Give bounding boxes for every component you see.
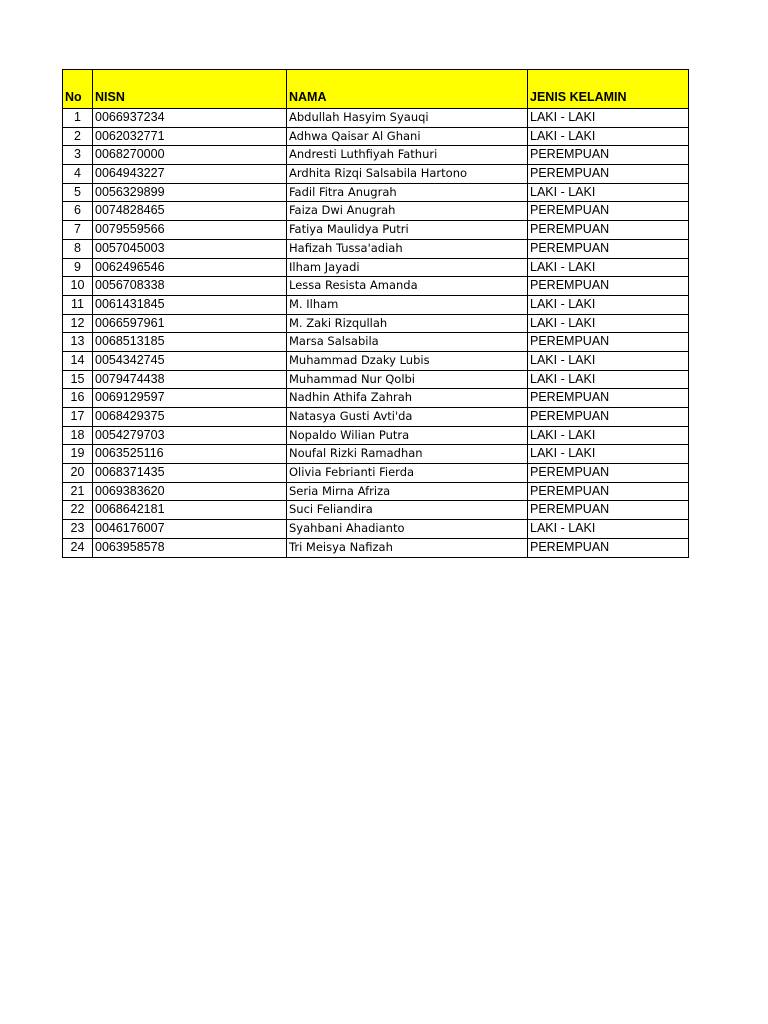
cell-nisn: 0068513185 (93, 333, 287, 352)
table-row (63, 277, 689, 296)
cell-nama: Hafizah Tussa'adiah (287, 239, 528, 258)
student-table (62, 69, 689, 558)
cell-nama: Faiza Dwi Anugrah (287, 202, 528, 221)
cell-jenis-kelamin: PEREMPUAN (528, 146, 689, 165)
cell-no: 21 (63, 482, 93, 501)
cell-nisn: 0063525116 (93, 445, 287, 464)
cell-nama: Muhammad Nur Qolbi (287, 370, 528, 389)
cell-nisn: 0062496546 (93, 258, 287, 277)
table-row (63, 258, 689, 277)
table-row (63, 464, 689, 483)
cell-jenis-kelamin: LAKI - LAKI (528, 109, 689, 128)
cell-no: 17 (63, 408, 93, 427)
cell-nisn: 0056708338 (93, 277, 287, 296)
cell-jenis-kelamin: PEREMPUAN (528, 482, 689, 501)
cell-no: 19 (63, 445, 93, 464)
table-row (63, 520, 689, 539)
cell-nama: Suci Feliandira (287, 501, 528, 520)
cell-no: 4 (63, 165, 93, 184)
cell-jenis-kelamin: LAKI - LAKI (528, 127, 689, 146)
cell-nisn: 0046176007 (93, 520, 287, 539)
cell-no: 6 (63, 202, 93, 221)
header-nama: NAMA (287, 70, 528, 109)
cell-nisn: 0056329899 (93, 183, 287, 202)
cell-nama: Ilham Jayadi (287, 258, 528, 277)
table-row (63, 426, 689, 445)
cell-jenis-kelamin: PEREMPUAN (528, 221, 689, 240)
cell-jenis-kelamin: PEREMPUAN (528, 389, 689, 408)
cell-no: 16 (63, 389, 93, 408)
cell-nama: Lessa Resista Amanda (287, 277, 528, 296)
cell-no: 7 (63, 221, 93, 240)
cell-no: 11 (63, 295, 93, 314)
cell-jenis-kelamin: LAKI - LAKI (528, 314, 689, 333)
cell-no: 18 (63, 426, 93, 445)
header-nisn: NISN (93, 70, 287, 109)
cell-no: 23 (63, 520, 93, 539)
cell-no: 2 (63, 127, 93, 146)
cell-jenis-kelamin: PEREMPUAN (528, 408, 689, 427)
table-row (63, 221, 689, 240)
cell-no: 14 (63, 351, 93, 370)
cell-nama: Fadil Fitra Anugrah (287, 183, 528, 202)
table-row (63, 109, 689, 128)
cell-nama: Olivia Febrianti Fierda (287, 464, 528, 483)
table-row (63, 146, 689, 165)
cell-nama: Abdullah Hasyim Syauqi (287, 109, 528, 128)
cell-jenis-kelamin: LAKI - LAKI (528, 426, 689, 445)
cell-jenis-kelamin: PEREMPUAN (528, 202, 689, 221)
cell-nama: Andresti Luthfiyah Fathuri (287, 146, 528, 165)
cell-nisn: 0066937234 (93, 109, 287, 128)
cell-nama: Noufal Rizki Ramadhan (287, 445, 528, 464)
cell-nisn: 0064943227 (93, 165, 287, 184)
cell-nama: Seria Mirna Afriza (287, 482, 528, 501)
cell-jenis-kelamin: PEREMPUAN (528, 239, 689, 258)
cell-no: 8 (63, 239, 93, 258)
cell-nama: Muhammad Dzaky Lubis (287, 351, 528, 370)
cell-no: 20 (63, 464, 93, 483)
table-row (63, 314, 689, 333)
cell-jenis-kelamin: LAKI - LAKI (528, 520, 689, 539)
table-row (63, 389, 689, 408)
cell-nama: Nadhin Athifa Zahrah (287, 389, 528, 408)
cell-nisn: 0068642181 (93, 501, 287, 520)
cell-nama: Marsa Salsabila (287, 333, 528, 352)
cell-jenis-kelamin: LAKI - LAKI (528, 351, 689, 370)
cell-nama: Syahbani Ahadianto (287, 520, 528, 539)
table-row (63, 165, 689, 184)
cell-nisn: 0079474438 (93, 370, 287, 389)
cell-nama: M. Zaki Rizqullah (287, 314, 528, 333)
cell-no: 3 (63, 146, 93, 165)
cell-nisn: 0068429375 (93, 408, 287, 427)
cell-jenis-kelamin: PEREMPUAN (528, 165, 689, 184)
cell-no: 5 (63, 183, 93, 202)
cell-jenis-kelamin: LAKI - LAKI (528, 183, 689, 202)
cell-nama: Nopaldo Wilian Putra (287, 426, 528, 445)
header-row (63, 70, 689, 109)
table-row (63, 127, 689, 146)
table-row (63, 408, 689, 427)
table-row (63, 538, 689, 557)
cell-no: 15 (63, 370, 93, 389)
cell-jenis-kelamin: LAKI - LAKI (528, 258, 689, 277)
cell-no: 9 (63, 258, 93, 277)
cell-jenis-kelamin: LAKI - LAKI (528, 295, 689, 314)
cell-nama: Natasya Gusti Avti'da (287, 408, 528, 427)
table-row (63, 333, 689, 352)
cell-nama: M. Ilham (287, 295, 528, 314)
cell-no: 1 (63, 109, 93, 128)
cell-nisn: 0079559566 (93, 221, 287, 240)
header-no: No (63, 70, 93, 109)
table-row (63, 295, 689, 314)
cell-nisn: 0063958578 (93, 538, 287, 557)
cell-jenis-kelamin: PEREMPUAN (528, 538, 689, 557)
cell-nisn: 0068270000 (93, 146, 287, 165)
cell-nisn: 0074828465 (93, 202, 287, 221)
cell-nama: Ardhita Rizqi Salsabila Hartono (287, 165, 528, 184)
table-row (63, 351, 689, 370)
cell-nama: Tri Meisya Nafizah (287, 538, 528, 557)
header-jenis-kelamin: JENIS KELAMIN (528, 70, 689, 109)
cell-jenis-kelamin: PEREMPUAN (528, 464, 689, 483)
table-row (63, 202, 689, 221)
cell-nisn: 0069383620 (93, 482, 287, 501)
cell-nisn: 0066597961 (93, 314, 287, 333)
cell-nisn: 0069129597 (93, 389, 287, 408)
cell-nisn: 0054279703 (93, 426, 287, 445)
cell-nisn: 0068371435 (93, 464, 287, 483)
table-row (63, 239, 689, 258)
cell-jenis-kelamin: PEREMPUAN (528, 277, 689, 296)
table-row (63, 370, 689, 389)
cell-no: 22 (63, 501, 93, 520)
table-row (63, 482, 689, 501)
cell-no: 13 (63, 333, 93, 352)
cell-jenis-kelamin: PEREMPUAN (528, 333, 689, 352)
cell-nisn: 0062032771 (93, 127, 287, 146)
cell-nama: Adhwa Qaisar Al Ghani (287, 127, 528, 146)
table-row (63, 501, 689, 520)
cell-nisn: 0057045003 (93, 239, 287, 258)
cell-no: 10 (63, 277, 93, 296)
cell-jenis-kelamin: LAKI - LAKI (528, 370, 689, 389)
cell-no: 24 (63, 538, 93, 557)
cell-nisn: 0054342745 (93, 351, 287, 370)
cell-jenis-kelamin: LAKI - LAKI (528, 445, 689, 464)
table-row (63, 445, 689, 464)
cell-nisn: 0061431845 (93, 295, 287, 314)
cell-nama: Fatiya Maulidya Putri (287, 221, 528, 240)
table-row (63, 183, 689, 202)
cell-no: 12 (63, 314, 93, 333)
cell-jenis-kelamin: PEREMPUAN (528, 501, 689, 520)
